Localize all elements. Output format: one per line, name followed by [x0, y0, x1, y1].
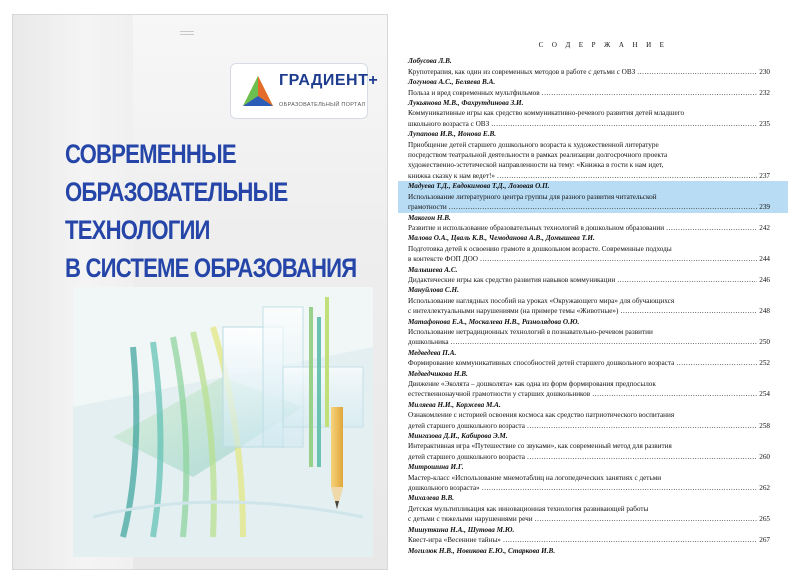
- toc-entry-title-line: книжка сказку к нам ведет!» …………………………………………………………………………………………………………………………………………………………………… 237: [408, 171, 788, 181]
- toc-entry-title-line: Движение «Эколята – дошколята» как одна из форм формирования предпосылок: [408, 380, 656, 388]
- toc-entry-title-line: с интеллектуальными нарушениями (на примере темы «Животные») …………………………………………………………………………………………………………………………………………………………………… 248: [408, 306, 788, 316]
- toc-entry: [398, 369, 788, 400]
- toc-entry-title-line: Детская мультипликация как инновационная технология развивающей работы: [408, 504, 649, 513]
- toc-entry-authors: Мадуева Т.Д., Евдокимова Т.Д., Лозовая О.П.: [408, 182, 550, 191]
- toc-page-number: 258: [759, 421, 770, 430]
- toc-entry-authors: Малова О.А., Цваль К.В., Чемоданова А.В., Домышева Т.И.: [408, 234, 595, 243]
- toc-entry-authors: Макогон Н.В.: [408, 213, 451, 222]
- toc-entry-authors: Малышева А.С.: [408, 265, 458, 274]
- toc-entry-title-line: художественно-эстетической направленности на тему: «Книжка в гости к нам идет,: [408, 161, 664, 170]
- toc-entry: [398, 129, 788, 181]
- toc-entry-title-line: Дидактические игры как средство развития навыков коммуникации …………………………………………………………………………………………………………………………………………………………………… 246: [408, 275, 788, 285]
- toc-page-number: 254: [759, 390, 770, 399]
- toc-entry-title-line: Польза и вред современных мультфильмов …………………………………………………………………………………………………………………………………………………………………… 232: [408, 88, 788, 98]
- toc-page-number: 248: [759, 307, 770, 316]
- toc-entry-authors: Миляева Н.И., Коржева М.А.: [408, 400, 501, 409]
- toc-entry: [398, 77, 788, 98]
- toc-page-number: 242: [759, 223, 770, 232]
- cover-title-line: ОБРАЗОВАТЕЛЬНЫЕ: [65, 177, 288, 207]
- glass-pencil-illustration: [73, 287, 373, 557]
- toc-entry-title-line: Квест-игра «Весенние тайны» …………………………………………………………………………………………………………………………………………………………………… 267: [408, 535, 788, 545]
- toc-entry: [398, 181, 788, 212]
- book-cover: [12, 14, 388, 570]
- toc-entry: [398, 317, 788, 348]
- toc-page-number: 235: [759, 119, 770, 128]
- toc-entry-authors: Лупапова И.В., Ионова Е.В.: [408, 130, 497, 139]
- cover-title-line: В СИСТЕМЕ ОБРАЗОВАНИЯ: [65, 253, 357, 283]
- toc-entry-authors: Медведева П.А.: [408, 348, 457, 357]
- toc-page-number: 244: [759, 255, 770, 264]
- toc-entry: [398, 400, 788, 431]
- toc-entry: [398, 213, 788, 234]
- cover-title-line: ТЕХНОЛОГИИ: [65, 215, 210, 245]
- toc-entry-authors: Лобусова Л.В.: [408, 57, 452, 66]
- toc-entry-authors: Могилюк Н.В., Новикова Е.Ю., Старкова И.В.: [408, 546, 556, 555]
- logo-subtitle: ОБРАЗОВАТЕЛЬНЫЙ ПОРТАЛ: [279, 102, 366, 108]
- logo-title: ГРАДИЕНТ+: [279, 72, 379, 89]
- toc-entry-title-line: Использование наглядных пособий на уроках «Окружающего мира» для обучающихся: [408, 296, 675, 305]
- toc-page-number: 230: [759, 67, 770, 76]
- contents-heading: С О Д Е Р Ж А Н И Е: [538, 41, 668, 49]
- toc-entry: [398, 56, 788, 77]
- toc-entry-title-line: Формирование коммуникативных способностей детей старшего дошкольного возраста …………………………………………………………………………………………………………………………………………………………………… 252: [408, 358, 788, 368]
- toc-entry: [398, 493, 788, 524]
- toc-page-number: 232: [759, 88, 770, 97]
- toc-entry: [398, 98, 788, 129]
- toc-entry-title-line: Коммуникативные игры как средство коммуникативно-речевого развития детей младшего: [408, 109, 685, 118]
- cover-title: [65, 135, 357, 287]
- cover-top-mark: [180, 31, 194, 35]
- toc-page-number: 252: [759, 359, 770, 368]
- cover-title-line: СОВРЕМЕННЫЕ: [65, 139, 236, 169]
- toc-entry-title-line: Развитие и использование образовательных технологий в дошкольном образовании …………………………………………………………………………………………………………………………………………………………………… 242: [408, 223, 788, 233]
- toc-entry: [398, 462, 788, 493]
- toc-entry-title-line: дошкольника …………………………………………………………………………………………………………………………………………………………………… 250: [408, 337, 788, 347]
- contents-list: [398, 56, 788, 556]
- toc-page-number: 237: [759, 171, 770, 180]
- toc-page-number: 239: [759, 203, 770, 212]
- toc-entry-title-line: посредством театральной деятельности в рамках реализации долгосрочного проекта: [408, 151, 668, 160]
- toc-entry: [398, 348, 788, 369]
- toc-entry-authors: Медведчикова Н.В.: [408, 369, 468, 378]
- toc-entry-authors: Логунова А.С., Беляева В.А.: [408, 78, 496, 87]
- toc-page-number: 250: [759, 338, 770, 347]
- toc-entry: [398, 233, 788, 264]
- toc-entry-authors: Лукьянова М.В., Фахрутдинова З.И.: [408, 99, 524, 108]
- toc-entry-authors: Мануйлова С.Н.: [408, 286, 459, 295]
- toc-entry-title-line: Использование литературного центра группы для разного развития читательской: [408, 192, 657, 201]
- toc-entry-title-line: Мастер-класс «Использование мнемотаблиц на логопедических занятиях с детьми: [408, 473, 662, 482]
- toc-entry-authors: Мишуткина Н.А., Шутова М.Ю.: [408, 525, 515, 534]
- toc-entry-title-line: дошкольного возраста» …………………………………………………………………………………………………………………………………………………………………… 262: [408, 483, 788, 493]
- toc-entry-title-line: школьного возраста с ОВЗ …………………………………………………………………………………………………………………………………………………………………… 235: [408, 119, 788, 129]
- toc-entry-authors: Михалева В.В.: [408, 494, 455, 503]
- toc-entry: [398, 546, 788, 556]
- toc-entry: [398, 431, 788, 462]
- contents-page: [398, 40, 788, 570]
- toc-entry-title-line: Ознакомление с историей освоения космоса как средство патриотического воспитания: [408, 411, 675, 420]
- toc-entry-authors: Матафонова Е.А., Москалева Н.В., Разнолядова О.Ю.: [408, 317, 580, 326]
- toc-entry-title-line: Крупотерапия, как один из современных методов в работе с детьми с ОВЗ …………………………………………………………………………………………………………………………………………………………………… 230: [408, 67, 788, 77]
- toc-page-number: 262: [759, 484, 770, 493]
- toc-entry-authors: Митрошина И.Г.: [408, 463, 464, 472]
- gradient-logo: [230, 63, 379, 119]
- logo-triangle-icon: [241, 74, 275, 110]
- toc-entry-title-line: естественнонаучной грамотности у старших дошкольников …………………………………………………………………………………………………………………………………………………………………… 254: [408, 389, 788, 399]
- toc-entry-title-line: Интерактивная игра «Путешествие со звуками», как современный метод для развития: [408, 442, 672, 451]
- toc-page-number: 260: [759, 452, 770, 461]
- toc-entry-title-line: детей старшего дошкольного возраста …………………………………………………………………………………………………………………………………………………………………… 260: [408, 452, 788, 462]
- toc-page-number: 267: [759, 536, 770, 545]
- toc-entry-title-line: грамотности …………………………………………………………………………………………………………………………………………………………………… 239: [408, 202, 788, 212]
- toc-entry-title-line: Приобщение детей старшего дошкольного возраста к художественной литературе: [408, 140, 659, 149]
- toc-entry: [398, 265, 788, 286]
- toc-entry: [398, 525, 788, 546]
- toc-entry-title-line: в контексте ФОП ДОО …………………………………………………………………………………………………………………………………………………………………… 244: [408, 254, 788, 264]
- toc-entry-title-line: Подготовка детей к освоению грамоте в дошкольном возрасте. Современные подходы: [408, 244, 672, 253]
- toc-page-number: 265: [759, 515, 770, 524]
- toc-entry-title-line: с детьми с тяжелыми нарушениями речи …………………………………………………………………………………………………………………………………………………………………… 265: [408, 514, 788, 524]
- toc-entry-title-line: детей старшего дошкольного возраста …………………………………………………………………………………………………………………………………………………………………… 258: [408, 421, 788, 431]
- toc-entry-title-line: Использование нетрадиционных технологий в познавательно-речевом развитии: [408, 327, 653, 336]
- toc-page-number: 246: [759, 275, 770, 284]
- toc-entry-authors: Мингазова Д.И., Кабирова Э.М.: [408, 432, 508, 441]
- toc-entry: [398, 285, 788, 316]
